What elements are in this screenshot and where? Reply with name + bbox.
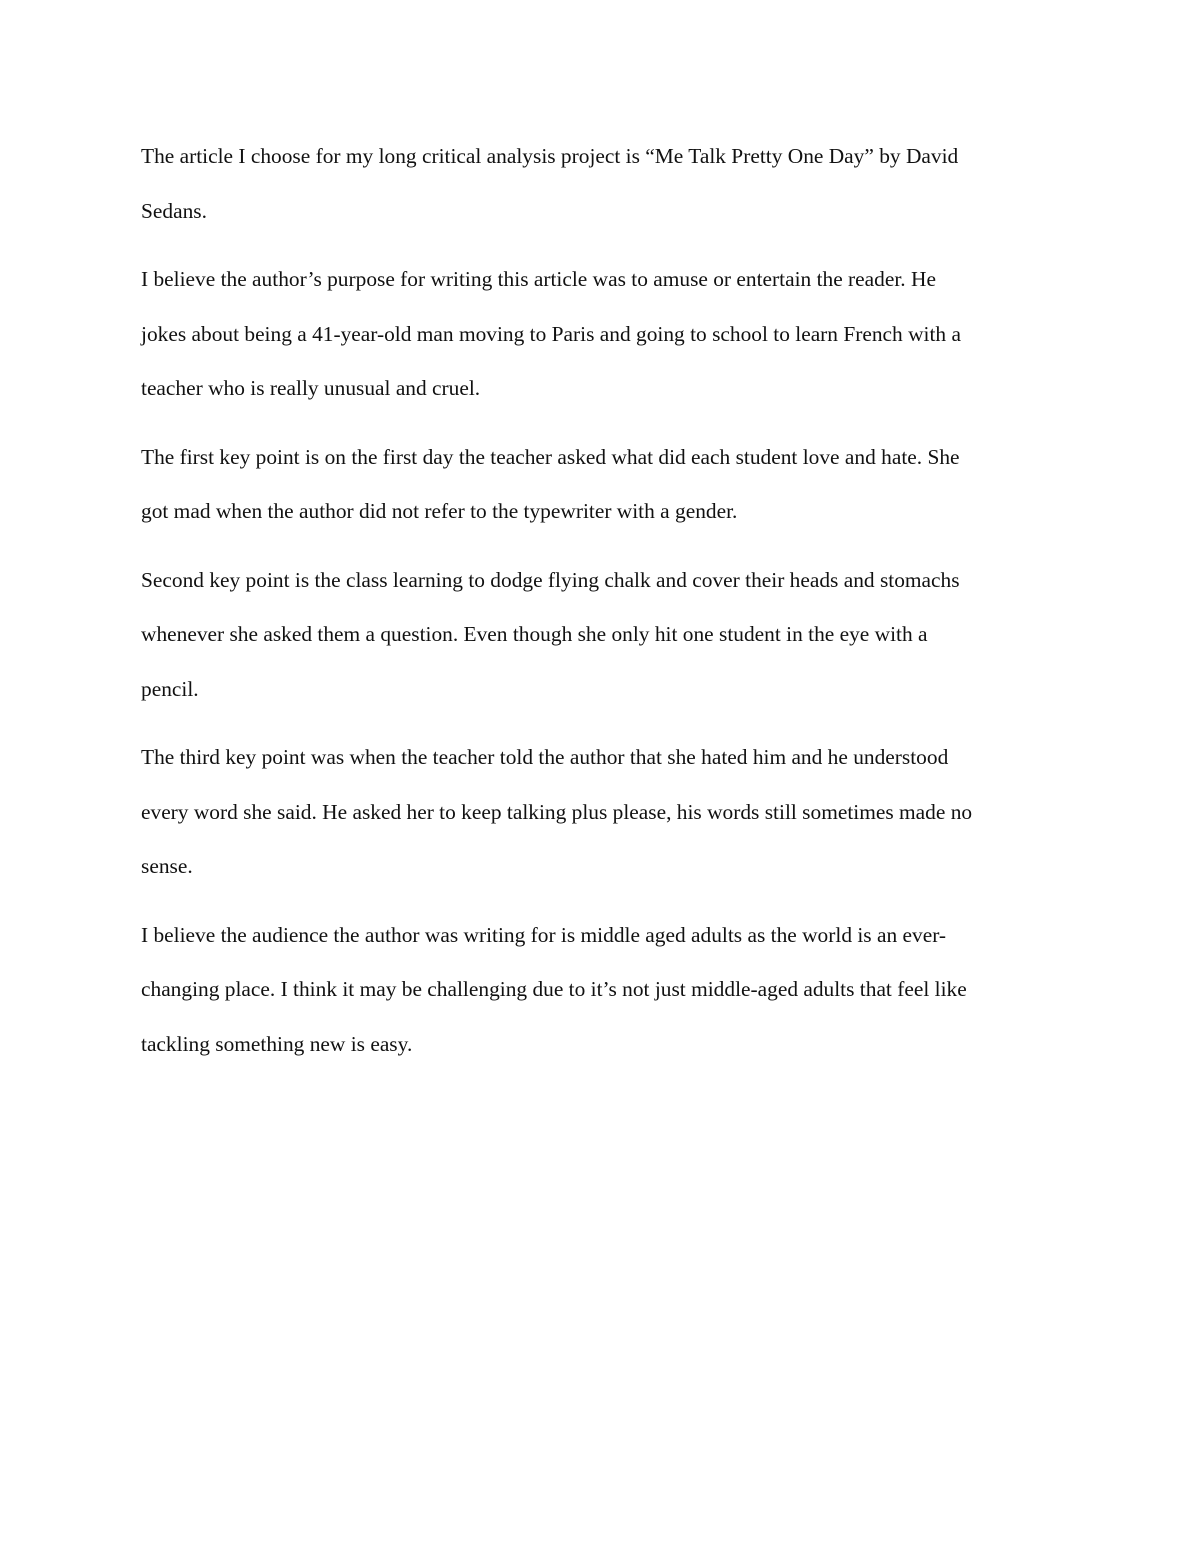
text-line: The first key point is on the first day the teacher asked what did each student love and hate. She [141,444,960,469]
text-line: jokes about being a 41-year-old man moving to Paris and going to school to learn French with a [141,321,961,346]
text-line: I believe the audience the author was writing for is middle aged adults as the world is an ever- [141,922,947,947]
paragraph-first-key-point [141,430,1071,539]
paragraph-article-choice [141,129,1071,238]
text-line: Sedans. [141,198,207,223]
text-line: The article I choose for my long critical analysis project is “Me Talk Pretty One Day” by David [141,144,959,168]
text-line: teacher who is really unusual and cruel. [141,376,481,400]
document-body [141,129,1071,1085]
paragraph-author-purpose [141,252,1071,416]
text-line: sense. [141,854,193,878]
text-line: got mad when the author did not refer to the typewriter with a gender. [141,499,738,523]
text-line: pencil. [141,676,199,701]
text-line: tackling something new is easy. [141,1031,413,1056]
text-line: changing place. I think it may be challenging due to it’s not just middle-aged adults that feel like [141,977,967,1001]
text-line: I believe the author’s purpose for writing this article was to amuse or entertain the reader. He [141,267,936,291]
text-line: whenever she asked them a question. Even though she only hit one student in the eye with a [141,622,928,646]
text-line: every word she said. He asked her to keep talking plus please, his words still sometimes made no [141,799,973,824]
paragraph-third-key-point [141,730,1071,894]
paragraph-audience [141,908,1071,1072]
text-line: Second key point is the class learning to dodge flying chalk and cover their heads and stomachs [141,567,960,592]
text-line: The third key point was when the teacher told the author that she hated him and he understood [141,745,949,769]
paragraph-second-key-point [141,553,1071,717]
